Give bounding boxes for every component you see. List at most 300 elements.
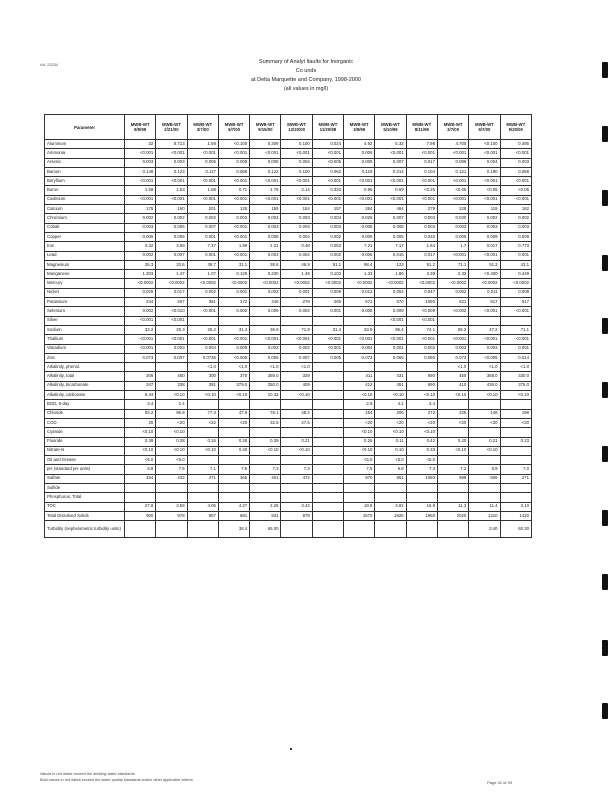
value-cell: 7.21	[344, 242, 375, 251]
value-cell: 381	[187, 298, 218, 307]
parameter-name: Cobalt	[45, 223, 125, 232]
parameter-name: Manganese	[45, 270, 125, 279]
value-cell: <0.001	[500, 335, 531, 344]
value-cell: 10.32	[250, 391, 281, 400]
value-cell: 0.002	[281, 251, 312, 260]
value-cell: <0.001	[406, 149, 437, 158]
value-cell: 957	[187, 511, 218, 520]
value-cell: 0.009	[500, 232, 531, 241]
value-cell: 4.92	[344, 140, 375, 149]
value-cell: <0.001	[187, 335, 218, 344]
value-cell	[312, 446, 343, 455]
parameter-name: Ammonia	[45, 149, 125, 158]
value-cell: 0.003	[125, 158, 156, 167]
parameter-name: Selenium	[45, 307, 125, 316]
value-cell: 0.008	[344, 307, 375, 316]
value-cell: 0.068	[218, 167, 249, 176]
value-cell: 25.2	[187, 325, 218, 334]
table-row	[45, 511, 532, 520]
value-cell: 0.121	[437, 167, 468, 176]
value-cell: 0.42	[406, 437, 437, 446]
value-cell: <0.001	[500, 149, 531, 158]
value-cell: <0.100	[469, 140, 500, 149]
value-cell: 0.004	[187, 344, 218, 353]
value-cell: 1.7	[437, 242, 468, 251]
value-cell: <0.0002	[281, 279, 312, 288]
column-well: MWB-WT	[287, 122, 307, 127]
value-cell: 1090	[406, 298, 437, 307]
value-cell	[375, 363, 406, 372]
value-cell: 0.005	[437, 232, 468, 241]
value-cell: 1570	[344, 511, 375, 520]
value-cell: 119	[469, 205, 500, 214]
value-cell: <1.0	[437, 363, 468, 372]
value-cell: <0.0002	[218, 279, 249, 288]
table-row	[45, 251, 532, 260]
value-cell: 2.21	[250, 242, 281, 251]
value-cell: <0.001	[125, 316, 156, 325]
value-cell	[406, 363, 437, 372]
value-cell: <0.001	[500, 195, 531, 204]
value-cell: <0.001	[218, 251, 249, 260]
value-cell	[250, 400, 281, 409]
value-cell: <1.0	[469, 363, 500, 372]
value-cell: 0.122	[250, 167, 281, 176]
value-cell	[469, 428, 500, 437]
value-cell: <0.05	[469, 186, 500, 195]
table-row	[45, 391, 532, 400]
table-row	[45, 288, 532, 297]
parameter-name: Fluoride	[45, 437, 125, 446]
binding-mark	[602, 318, 608, 334]
title-line-3: at Delta Marquette and Company, 1998-2000	[251, 77, 361, 83]
value-cell: <0.001	[281, 177, 312, 186]
value-cell: <1.0	[500, 363, 531, 372]
value-cell: 0.073	[125, 353, 156, 362]
value-cell: 51.3	[469, 260, 500, 269]
value-cell: 412	[344, 381, 375, 390]
value-cell: 0.009	[344, 232, 375, 241]
value-cell: 172	[218, 298, 249, 307]
value-cell: 3.10	[500, 502, 531, 511]
parameter-name: Cyanide	[45, 428, 125, 437]
table-row	[45, 298, 532, 307]
parameter-name: Beryllium	[45, 177, 125, 186]
value-cell: 1.99	[218, 242, 249, 251]
value-cell: <0.10	[156, 391, 187, 400]
value-cell: 436.0	[469, 381, 500, 390]
value-cell: 1.47	[156, 270, 187, 279]
value-cell: 0.002	[312, 251, 343, 260]
value-cell: <0.001	[218, 177, 249, 186]
column-date: 2/21/00	[164, 127, 179, 132]
binding-mark	[602, 190, 608, 206]
column-date: 3/9/99	[353, 127, 366, 132]
column-well: MWB-WT	[381, 122, 400, 127]
value-cell: 0.017	[156, 288, 187, 297]
value-cell: 0.025	[125, 288, 156, 297]
value-cell: <0.001	[344, 195, 375, 204]
value-cell	[312, 428, 343, 437]
table-row	[45, 186, 532, 195]
value-cell: 83.2	[125, 409, 156, 418]
value-cell: 1420	[500, 511, 531, 520]
value-cell: 1826	[375, 511, 406, 520]
value-cell: 376.0	[500, 381, 531, 390]
value-cell: 370	[218, 372, 249, 381]
value-cell: 55.3	[437, 325, 468, 334]
value-cell: <0.001	[156, 316, 187, 325]
value-cell: 31.1	[218, 260, 249, 269]
value-cell: 3.69	[156, 242, 187, 251]
parameter-name: Alkalinity, carbonate	[45, 391, 125, 400]
value-cell: 162	[500, 205, 531, 214]
value-cell: <0.0002	[375, 279, 406, 288]
value-cell: 35.3	[125, 260, 156, 269]
value-cell: 3.39	[406, 270, 437, 279]
value-cell: 338	[156, 381, 187, 390]
value-cell: 0.002	[469, 214, 500, 223]
value-cell	[344, 493, 375, 502]
value-cell: <0.0002	[406, 279, 437, 288]
parameter-name: Arsenic	[45, 158, 125, 167]
value-cell: <0.001	[312, 149, 343, 158]
value-cell: 244	[125, 298, 156, 307]
binding-mark	[602, 255, 608, 271]
value-cell: <0.001	[312, 195, 343, 204]
value-cell: <20	[469, 418, 500, 427]
value-cell	[187, 521, 218, 538]
value-cell: 0.103	[312, 270, 343, 279]
value-cell: 43.1	[500, 260, 531, 269]
value-cell: 1950	[406, 511, 437, 520]
value-cell: 621	[437, 298, 468, 307]
value-cell: 0.017	[406, 251, 437, 260]
value-cell: 18.8	[344, 502, 375, 511]
table-body	[45, 140, 532, 538]
value-cell	[312, 418, 343, 427]
table-row	[45, 214, 532, 223]
value-cell: 0.062	[312, 167, 343, 176]
value-cell: 0.002	[187, 214, 218, 223]
value-cell: 123	[375, 260, 406, 269]
table-row	[45, 381, 532, 390]
value-cell: 517	[469, 298, 500, 307]
value-cell: 0.001	[375, 344, 406, 353]
value-cell: 451	[375, 381, 406, 390]
value-cell: 1.76	[250, 186, 281, 195]
value-cell: 0.773	[500, 242, 531, 251]
column-header	[218, 115, 249, 140]
parameter-name: Chromium	[45, 214, 125, 223]
value-cell: 98.4	[344, 260, 375, 269]
value-cell	[281, 316, 312, 325]
value-cell: <0.002	[437, 307, 468, 316]
value-cell: 4.700	[437, 140, 468, 149]
title-line-2: Co unds	[295, 68, 317, 74]
value-cell: <0.10	[437, 391, 468, 400]
value-cell: <0.001	[187, 195, 218, 204]
value-cell	[187, 456, 218, 465]
value-cell: 0.309	[250, 140, 281, 149]
value-cell: <0.001	[312, 344, 343, 353]
value-cell: 267	[156, 298, 187, 307]
column-well: MWB-WT	[255, 122, 275, 127]
parameter-name: Aluminum	[45, 140, 125, 149]
value-cell: 7.98	[406, 140, 437, 149]
value-cell	[437, 483, 468, 492]
value-cell: <0.001	[406, 177, 437, 186]
value-cell	[375, 483, 406, 492]
value-cell: <0.10	[406, 428, 437, 437]
value-cell	[406, 493, 437, 502]
value-cell: 0.001	[500, 251, 531, 260]
value-cell: <0.001	[375, 335, 406, 344]
value-cell: 0.001	[500, 344, 531, 353]
value-cell: 900	[125, 511, 156, 520]
table-row	[45, 353, 532, 362]
value-cell: 391	[187, 381, 218, 390]
table-row	[45, 335, 532, 344]
value-cell: <0.001	[469, 307, 500, 316]
value-cell: <0.10	[156, 446, 187, 455]
value-cell: 198	[500, 409, 531, 418]
value-cell: <0.10	[437, 446, 468, 455]
value-cell: 0.003	[406, 223, 437, 232]
value-cell: 0.20	[437, 437, 468, 446]
column-header	[375, 115, 406, 140]
value-cell: 0.21	[281, 437, 312, 446]
value-cell: 0.006	[344, 223, 375, 232]
value-cell	[218, 428, 249, 437]
value-cell: 271	[500, 474, 531, 483]
parameter-name: Vanadium	[45, 344, 125, 353]
value-cell: 96.9	[156, 409, 187, 418]
value-cell: <0.001	[218, 232, 249, 241]
value-cell: <0.10	[375, 391, 406, 400]
value-cell: 27.6	[281, 418, 312, 427]
value-cell: 38.6	[250, 260, 281, 269]
value-cell: 0.009	[344, 158, 375, 167]
value-cell: 0.003	[437, 223, 468, 232]
table-row	[45, 446, 532, 455]
value-cell: 831	[250, 511, 281, 520]
value-cell: 0.009	[250, 307, 281, 316]
value-cell	[406, 521, 437, 538]
value-cell	[187, 493, 218, 502]
column-date: 8/11/99	[414, 127, 429, 132]
column-header	[437, 115, 468, 140]
value-cell: <0.001	[187, 307, 218, 316]
value-cell	[125, 483, 156, 492]
value-cell	[156, 493, 187, 502]
value-cell	[437, 521, 468, 538]
value-cell: 33.2	[125, 325, 156, 334]
value-cell	[156, 483, 187, 492]
value-cell: 0.012	[344, 288, 375, 297]
value-cell	[344, 316, 375, 325]
value-cell: <0.10	[469, 391, 500, 400]
value-cell: <5.0	[375, 456, 406, 465]
value-cell	[469, 316, 500, 325]
value-cell: 0.123	[156, 167, 187, 176]
value-cell: <0.001	[437, 195, 468, 204]
value-cell	[312, 316, 343, 325]
value-cell: 6.8	[375, 465, 406, 474]
value-cell: 0.16	[187, 437, 218, 446]
value-cell: 0.214	[375, 167, 406, 176]
value-cell	[500, 483, 531, 492]
value-cell	[281, 483, 312, 492]
value-cell: 0.117	[187, 167, 218, 176]
value-cell: <0.001	[406, 316, 437, 325]
value-cell: 0.002	[187, 288, 218, 297]
value-cell	[500, 493, 531, 502]
value-cell: 225	[437, 409, 468, 418]
value-cell: 0.129	[218, 270, 249, 279]
value-cell: 0.002	[218, 214, 249, 223]
value-cell: <0.001	[125, 195, 156, 204]
table-row	[45, 316, 532, 325]
value-cell: 2.9	[344, 400, 375, 409]
value-cell	[250, 493, 281, 502]
value-cell: 0.006	[344, 149, 375, 158]
value-cell: 0.099	[437, 158, 468, 167]
binding-mark	[602, 510, 608, 526]
value-cell: <0.001	[375, 149, 406, 158]
parameter-name: Zinc	[45, 353, 125, 362]
value-cell: 155	[250, 205, 281, 214]
value-cell: 46.9	[281, 260, 312, 269]
column-well: MWB-WT	[506, 122, 526, 127]
value-cell: 16.8	[406, 502, 437, 511]
value-cell: <0.001	[218, 223, 249, 232]
parameter-name: Mercury	[45, 279, 125, 288]
value-cell: 0.100	[281, 167, 312, 176]
value-cell: 0.21	[469, 437, 500, 446]
value-cell: 359.0	[250, 372, 281, 381]
value-cell: <0.001	[500, 307, 531, 316]
column-well: MWB-WT	[162, 122, 181, 127]
value-cell: 0.003	[156, 344, 187, 353]
value-cell: 0.003	[281, 214, 312, 223]
value-cell: 0.40	[218, 446, 249, 455]
value-cell: 1310	[469, 511, 500, 520]
column-well: MWB-WT	[224, 122, 244, 127]
value-cell: <0.0002	[500, 279, 531, 288]
value-cell: 0.006	[125, 232, 156, 241]
value-cell	[344, 363, 375, 372]
value-cell	[500, 446, 531, 455]
value-cell: 0.002	[312, 232, 343, 241]
value-cell: <0.0002	[156, 279, 187, 288]
parameter-name: Oil and Grease	[45, 456, 125, 465]
value-cell	[312, 400, 343, 409]
value-cell: <0.001	[218, 149, 249, 158]
table-row	[45, 502, 532, 511]
parameter-name: pH (standard pH units)	[45, 465, 125, 474]
value-cell: 0.006	[156, 223, 187, 232]
value-cell	[437, 428, 468, 437]
value-cell: 690	[406, 381, 437, 390]
value-cell: <0.001	[375, 195, 406, 204]
column-header	[469, 115, 500, 140]
value-cell: 51.1	[312, 260, 343, 269]
value-cell: 0.002	[218, 307, 249, 316]
value-cell: <5.0	[156, 456, 187, 465]
value-cell: <0.0002	[187, 279, 218, 288]
value-cell	[312, 483, 343, 492]
table-row	[45, 279, 532, 288]
value-cell: 60.30	[500, 521, 531, 538]
value-cell: 1.86	[375, 270, 406, 279]
value-cell: 278	[281, 298, 312, 307]
value-cell: 409	[281, 381, 312, 390]
value-cell: 330.0	[500, 372, 531, 381]
value-cell: 0.053	[312, 242, 343, 251]
value-cell: <0.001	[250, 195, 281, 204]
value-cell: 571	[344, 298, 375, 307]
table-row	[45, 167, 532, 176]
value-cell: 0.052	[437, 288, 468, 297]
value-cell: 7.3	[250, 465, 281, 474]
value-cell: 0.003	[469, 223, 500, 232]
value-cell: 0.330	[250, 270, 281, 279]
column-date: 9/20/00	[508, 127, 523, 132]
column-date: 3/7/00	[196, 127, 209, 132]
parameter-name: Barium	[45, 167, 125, 176]
value-cell: 265	[312, 298, 343, 307]
column-date: 9/15/00	[258, 127, 273, 132]
value-cell: 0.014	[500, 353, 531, 362]
value-cell: <0.10	[187, 446, 218, 455]
value-cell: 306	[125, 372, 156, 381]
value-cell: 3.42	[281, 502, 312, 511]
value-cell: 410	[437, 381, 468, 390]
value-cell: 11.3	[437, 502, 468, 511]
value-cell: 148	[469, 409, 500, 418]
value-cell: 379.0	[218, 381, 249, 390]
value-cell: 31.4	[218, 325, 249, 334]
value-cell: 4.1	[375, 400, 406, 409]
value-cell: 0.004	[312, 214, 343, 223]
value-cell: 1080	[406, 474, 437, 483]
value-cell: 3.82	[375, 502, 406, 511]
value-cell: <0.0002	[469, 279, 500, 288]
table-row	[45, 372, 532, 381]
value-cell: 570	[375, 298, 406, 307]
value-cell: 36.6	[250, 325, 281, 334]
value-cell: 0.104	[406, 167, 437, 176]
value-cell: 0.005	[250, 353, 281, 362]
value-cell: 0.050	[406, 353, 437, 362]
table-row	[45, 325, 532, 334]
parameter-name: Alkalinity, total	[45, 372, 125, 381]
value-cell: 970	[344, 474, 375, 483]
value-cell: 7.5	[218, 465, 249, 474]
value-cell: 0.002	[250, 344, 281, 353]
value-cell: 365	[218, 474, 249, 483]
value-cell: 3.32	[125, 242, 156, 251]
value-cell: 0.485	[500, 140, 531, 149]
value-cell: 878	[281, 511, 312, 520]
value-cell: 0.100	[281, 140, 312, 149]
column-well: MWB-WT	[130, 122, 150, 127]
table-row	[45, 270, 532, 279]
value-cell: <0.001	[469, 251, 500, 260]
value-cell: 0.030	[437, 214, 468, 223]
value-cell: 0.008	[500, 288, 531, 297]
